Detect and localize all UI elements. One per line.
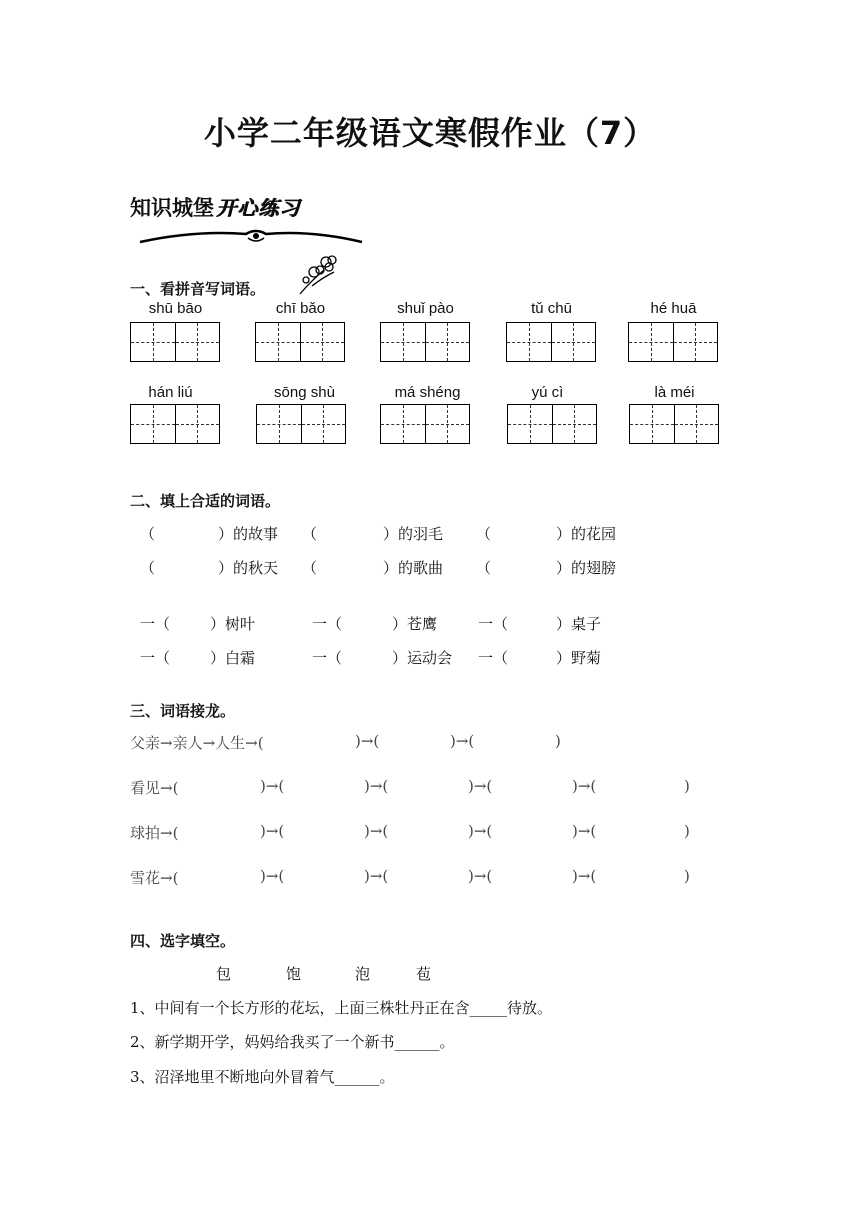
writing-grid[interactable] (506, 322, 596, 362)
chain-start: 父亲→亲人→人生→( (130, 734, 264, 752)
choice-char: 包 (216, 965, 232, 983)
phrase-text: ）的翅膀 (556, 559, 617, 577)
chain-link: )→( (468, 867, 493, 885)
chain-end: ) (684, 777, 690, 795)
measure-word-prefix: 一（ (140, 649, 171, 667)
writing-grid[interactable] (256, 404, 346, 444)
fill-sentence: 1、中间有一个长方形的花坛，上面三株牡丹正在含_____待放。 (130, 999, 553, 1017)
pinyin-label: chī bǎo (275, 300, 326, 317)
phrase-text: ）的羽毛 (383, 525, 444, 543)
measure-word-prefix: 一（ (312, 615, 343, 633)
measure-word-prefix: 一（ (312, 649, 343, 667)
pinyin-label: má shéng (394, 384, 461, 401)
pinyin-label: yú cì (531, 384, 564, 401)
measure-word-noun: ）白霜 (210, 649, 256, 667)
pinyin-label: hé huā (650, 300, 697, 317)
measure-word-prefix: 一（ (478, 615, 509, 633)
chain-link: )→( (260, 822, 285, 840)
chain-start: 球拍→( (130, 824, 179, 842)
fill-sentence: 3、沼泽地里不断地向外冒着气______。 (130, 1068, 395, 1086)
blank-open: （ (302, 559, 318, 577)
pinyin-label: hán liú (148, 384, 193, 401)
writing-grid[interactable] (130, 404, 220, 444)
chain-end: ) (555, 732, 561, 750)
measure-word-noun: ）运动会 (392, 649, 453, 667)
chain-end: ) (684, 822, 690, 840)
pinyin-label: là méi (654, 384, 695, 401)
writing-grid[interactable] (628, 322, 718, 362)
blank-open: （ (476, 559, 492, 577)
section-4-heading: 四、选字填空。 (130, 932, 236, 950)
chain-end: ) (684, 867, 690, 885)
flower-icon (296, 252, 344, 296)
writing-grid[interactable] (130, 322, 220, 362)
choice-char: 饱 (286, 965, 302, 983)
writing-grid[interactable] (255, 322, 345, 362)
chain-start: 看见→( (130, 779, 179, 797)
pinyin-label: shū bāo (148, 300, 203, 317)
chain-link: )→( (260, 777, 285, 795)
chain-link: )→( (355, 732, 380, 750)
section-banner (130, 192, 300, 222)
choice-char: 苞 (416, 965, 432, 983)
chain-link: )→( (468, 822, 493, 840)
chain-link: )→( (364, 822, 389, 840)
writing-grid[interactable] (380, 322, 470, 362)
fill-sentence: 2、新学期开学，妈妈给我买了一个新书______。 (130, 1033, 455, 1051)
phrase-text: ）的花园 (556, 525, 617, 543)
blank-open: （ (140, 525, 156, 543)
chain-start: 雪花→( (130, 869, 179, 887)
section-1-heading: 一、看拼音写词语。 (130, 280, 266, 298)
chain-link: )→( (450, 732, 475, 750)
measure-word-prefix: 一（ (140, 615, 171, 633)
measure-word-prefix: 一（ (478, 649, 509, 667)
section-3-heading: 三、词语接龙。 (130, 702, 236, 720)
measure-word-noun: ）树叶 (210, 615, 256, 633)
pinyin-label: shuǐ pào (397, 300, 454, 317)
chain-link: )→( (572, 777, 597, 795)
phrase-text: ）的故事 (218, 525, 279, 543)
measure-word-noun: ）野菊 (556, 649, 602, 667)
writing-grid[interactable] (380, 404, 470, 444)
phrase-text: ）的秋天 (218, 559, 279, 577)
pinyin-label: sōng shù (274, 384, 335, 401)
chain-link: )→( (572, 867, 597, 885)
ornament-divider-icon (136, 226, 366, 248)
chain-link: )→( (468, 777, 493, 795)
writing-grid[interactable] (507, 404, 597, 444)
pinyin-label: tǔ chū (531, 300, 572, 317)
chain-link: )→( (364, 777, 389, 795)
measure-word-noun: ）苍鹰 (392, 615, 438, 633)
measure-word-noun: ）桌子 (556, 615, 602, 633)
writing-grid[interactable] (629, 404, 719, 444)
blank-open: （ (302, 525, 318, 543)
chain-link: )→( (260, 867, 285, 885)
choice-char: 泡 (355, 965, 371, 983)
section-2-heading: 二、填上合适的词语。 (130, 492, 281, 510)
phrase-text: ）的歌曲 (383, 559, 444, 577)
banner-label-italic: 开心练习 (216, 196, 300, 220)
banner-label: 知识城堡 (130, 196, 214, 220)
page-title: 小学二年级语文寒假作业（7） (203, 114, 657, 152)
blank-open: （ (140, 559, 156, 577)
chain-link: )→( (364, 867, 389, 885)
chain-link: )→( (572, 822, 597, 840)
blank-open: （ (476, 525, 492, 543)
